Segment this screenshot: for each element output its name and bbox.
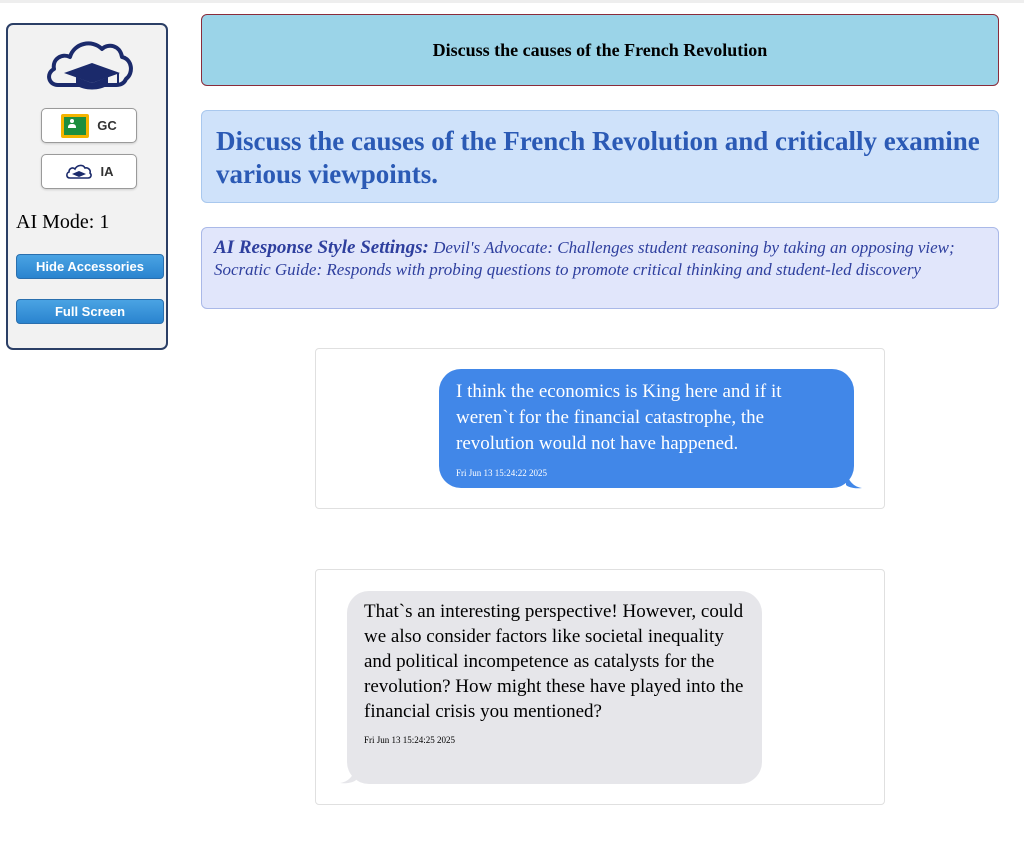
ia-button-label: IA [100, 164, 114, 179]
user-message-card [315, 348, 885, 509]
assistant-message-card [315, 569, 885, 805]
user-message-timestamp: Fri Jun 13 15:24:22 2025 [456, 468, 548, 478]
assistant-bubble-tail [340, 766, 356, 784]
google-classroom-icon [61, 114, 89, 138]
cloud-graduation-cap-icon [44, 33, 136, 95]
assistant-message-bubble [347, 591, 762, 784]
settings-heading: AI Response Style Settings: [214, 237, 429, 258]
question-text: Discuss the causes of the French Revolution and critically examine various viewpoints. [216, 126, 980, 189]
assistant-message-timestamp: Fri Jun 13 15:24:25 2025 [364, 735, 456, 745]
cloud-cap-icon [65, 163, 93, 181]
ia-button[interactable] [41, 154, 137, 189]
settings-text: Devil's Advocate: Challenges student reasoning by taking an opposing view; Socratic Guide: Responds with probing questions to promote critical thinking and student-led discovery [214, 238, 955, 279]
top-divider [0, 0, 1024, 3]
gc-button-label: GC [97, 118, 117, 133]
page-title [201, 14, 999, 86]
user-bubble-tail [846, 471, 862, 489]
question-panel [201, 110, 999, 203]
gc-button[interactable] [41, 108, 137, 143]
ai-style-settings [201, 227, 999, 309]
hide-accessories-button[interactable]: Hide Accessories [16, 254, 164, 279]
assistant-message-text: That`s an interesting perspective! However, could we also consider factors like societal inequality and political incompetence as catalysts for the revolution? How might these have played into the financial crisis you mentioned? [364, 601, 744, 722]
user-message-bubble [439, 369, 854, 488]
full-screen-button[interactable]: Full Screen [16, 299, 164, 324]
user-message-text: I think the economics is King here and if it weren`t for the financial catastrophe, the revolution would not have happened. [456, 381, 782, 454]
page-title-text: Discuss the causes of the French Revolution [432, 39, 768, 60]
ai-mode-label: AI Mode: 1 [16, 211, 110, 233]
sidebar [6, 23, 168, 350]
